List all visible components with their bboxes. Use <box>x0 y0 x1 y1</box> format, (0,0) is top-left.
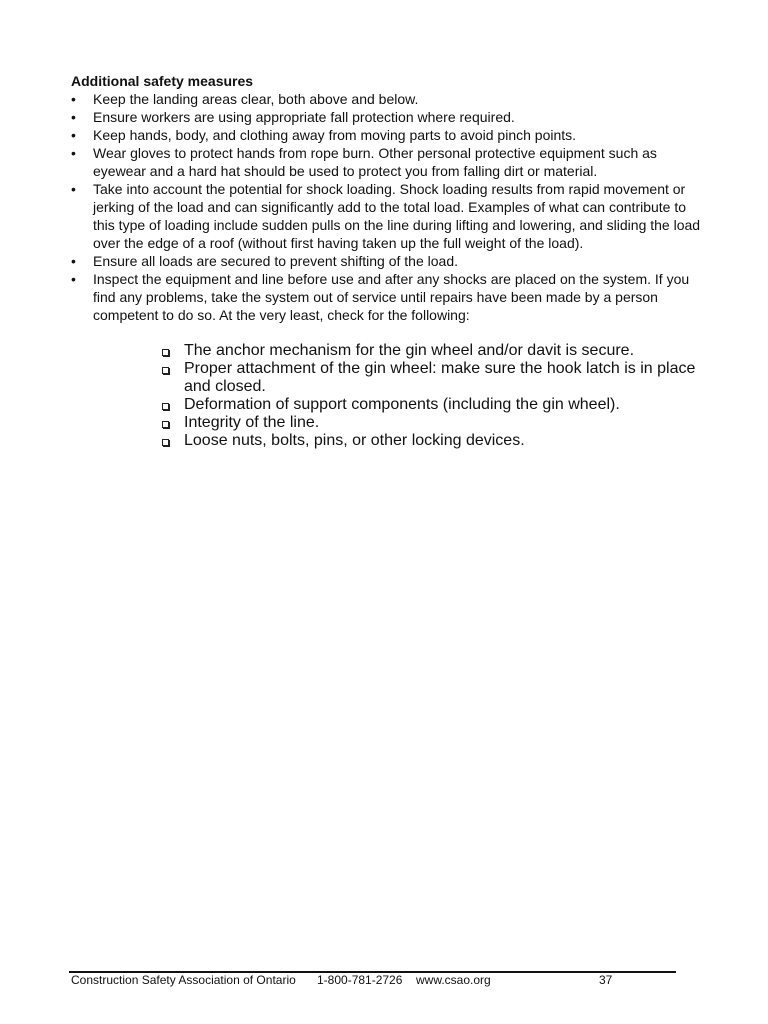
checklist-item-text: Integrity of the line. <box>184 414 320 431</box>
list-item-text: Keep hands, body, and clothing away from moving parts to avoid pinch points. <box>93 127 577 143</box>
safety-measures-list <box>71 90 701 324</box>
bullet-icon: • <box>71 145 76 161</box>
checklist-item <box>162 432 704 450</box>
list-item <box>71 90 701 108</box>
list-item-text: Wear gloves to protect hands from rope burn. Other personal protective equipment such as eyewear and a hard hat should be used to protect you from falling dirt or material. <box>93 145 657 179</box>
checklist-item <box>162 360 704 396</box>
checklist-item-text: The anchor mechanism for the gin wheel and/or davit is secure. <box>184 342 635 359</box>
inspection-checklist <box>162 342 704 450</box>
section-heading: Additional safety measures <box>71 73 254 89</box>
checkbox-square-icon <box>162 421 169 428</box>
bullet-icon: • <box>71 109 76 125</box>
checkbox-square-icon <box>162 367 169 374</box>
list-item <box>71 180 701 252</box>
footer-phone: 1-800-781-2726 <box>317 973 403 987</box>
checkbox-square-icon <box>162 403 169 410</box>
page-number: 37 <box>599 973 613 987</box>
checklist-item-text: Deformation of support components (including the gin wheel). <box>184 396 620 413</box>
list-item-text: Inspect the equipment and line before use and after any shocks are placed on the system. If you find any problems, take the system out of service until repairs have been made by a person competent to do so. At the very least, check for the following: <box>93 271 690 323</box>
checkbox-square-icon <box>162 439 169 446</box>
bullet-icon: • <box>71 91 76 107</box>
list-item <box>71 126 701 144</box>
footer-website: www.csao.org <box>416 973 491 987</box>
footer-organization: Construction Safety Association of Ontario <box>71 973 296 987</box>
checklist-item-text: Proper attachment of the gin wheel: make sure the hook latch is in place and closed. <box>184 360 696 395</box>
list-item <box>71 108 701 126</box>
list-item <box>71 144 701 180</box>
list-item-text: Ensure workers are using appropriate fall protection where required. <box>93 109 515 125</box>
checkbox-square-icon <box>162 349 169 356</box>
list-item <box>71 252 701 270</box>
checklist-item <box>162 342 704 360</box>
bullet-icon: • <box>71 253 76 269</box>
checklist-item <box>162 396 704 414</box>
list-item-text: Take into account the potential for shock loading. Shock loading results from rapid movement or jerking of the load and can significantly add to the total load. Examples of what can contribute to this type of loading include sudden pulls on the line during lifting and lowering, and sliding the load over the edge of a roof (without first having taken up the full weight of the load). <box>93 181 701 251</box>
list-item-text: Keep the landing areas clear, both above and below. <box>93 91 419 107</box>
bullet-icon: • <box>71 271 76 287</box>
checklist-item <box>162 414 704 432</box>
list-item <box>71 270 701 324</box>
bullet-icon: • <box>71 127 76 143</box>
bullet-icon: • <box>71 181 76 197</box>
list-item-text: Ensure all loads are secured to prevent shifting of the load. <box>93 253 458 269</box>
checklist-item-text: Loose nuts, bolts, pins, or other locking devices. <box>184 432 525 449</box>
